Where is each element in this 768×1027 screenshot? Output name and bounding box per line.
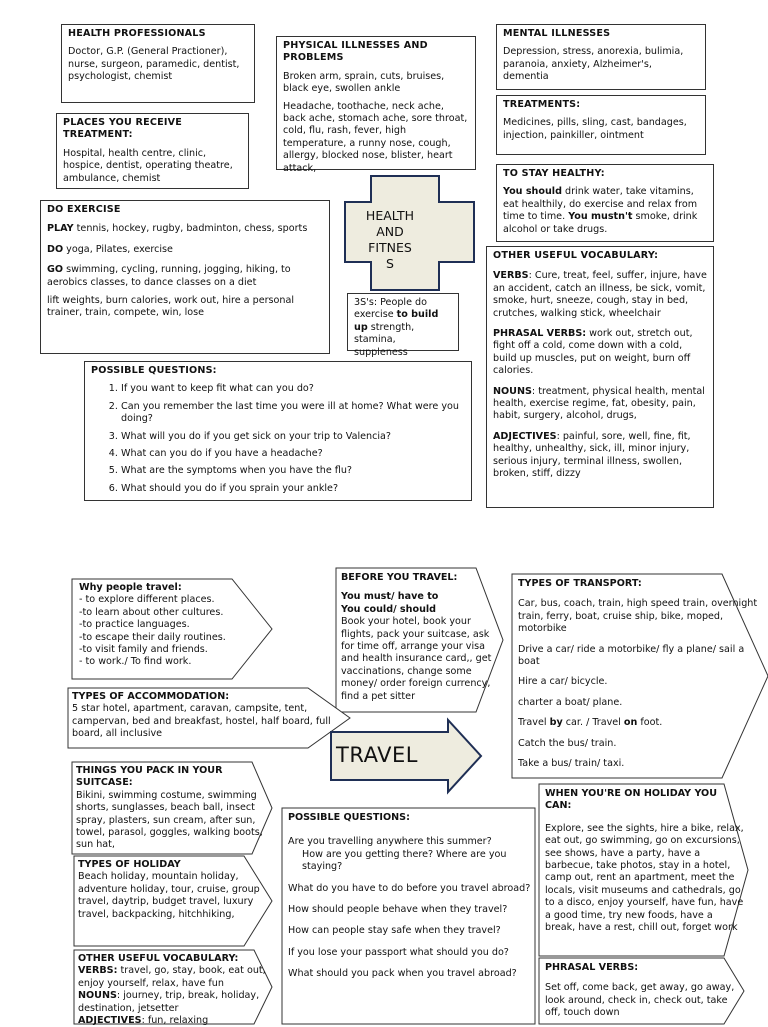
travel-nouns-text: : journey, trip, break, holiday, destination, jetsetter (78, 990, 260, 1014)
travel-adjectives (78, 1015, 270, 1027)
health-nouns-text: : treatment, physical health, mental health, exercise regime, fat, obesity, pain, habit, surgery, alcohol, drugs, (493, 385, 705, 422)
why-travel-text (79, 582, 264, 678)
transport-p5-b: by (549, 717, 563, 729)
travel-question: If you lose your passport what should you do? (288, 946, 509, 958)
health-title-line-4: S (386, 256, 394, 271)
travel-phrasal-body: Set off, come back, get away, go away, look around, check in, check out, take off, touch down (545, 982, 735, 1019)
health-question: 5. What are the symptoms when you have the flu? (121, 465, 465, 477)
health-adj-text: : painful, sore, well, fine, fit, healthy, unhealthy, sick, ill, minor injury, serious injury, terminal illness, swollen, broken, stiff, dizzy (493, 430, 691, 480)
holiday-types-title: TYPES OF HOLIDAY (78, 859, 181, 870)
transport-p5-d: on (623, 717, 638, 729)
exercise-play-text: tennis, hockey, rugby, badminton, chess, sports (73, 223, 308, 235)
travel-question (288, 883, 532, 895)
holiday-types-text (78, 859, 272, 945)
travel-nouns (78, 990, 270, 1015)
why-travel-line: -to escape their daily routines. (79, 631, 226, 643)
stay-healthy-text-1: drink water, take vitamins, eat healthily, do exercise and relax from time to time. (503, 186, 698, 223)
before-travel-body: Book your hotel, book your flights, pack your suitcase, ask for time off, arrange your visa and health insurance card,, get vaccinations, change some money/ order foreign currency, find a pet sitter (341, 616, 492, 702)
holiday-types-body: Beach holiday, mountain holiday, adventure holiday, tour, cruise, group travel, daytrip, budget travel, luxury travel, backpacking, hitchhiking, (78, 871, 260, 920)
travel-questions-title: POSSIBLE QUESTIONS: (288, 812, 410, 823)
health-question: 3. What will you do if you get sick on your trip to Valencia? (121, 431, 465, 443)
why-travel-line: -to learn about other cultures. (79, 606, 224, 618)
travel-phrasal-text (545, 962, 740, 1024)
travel-question: What should you pack when you travel abroad? (288, 968, 517, 980)
three-s-post: strength, stamina, suppleness (354, 321, 415, 358)
health-question: 2. Can you remember the last time you were ill at home? What were you doing? (121, 401, 465, 426)
health-question: 1. If you want to keep fit what can you do? (121, 383, 465, 395)
on-holiday-text (545, 788, 745, 954)
travel-vocab-title: OTHER USEFUL VOCABULARY: (78, 953, 239, 964)
pack-text (76, 765, 272, 853)
transport-p5 (518, 717, 758, 729)
before-travel-could: You could/ should (341, 603, 437, 615)
health-phrasal-label: PHRASAL VERBS: (493, 328, 587, 340)
exercise-go-label: GO (47, 264, 64, 276)
mental-illnesses-text: Depression, stress, anorexia, bulimia, paranoia, anxiety, Alzheimer's, dementia (503, 46, 684, 83)
transport-p2: Drive a car/ ride a motorbike/ fly a plane/ sail a boat (518, 643, 745, 668)
accommodation-text (72, 691, 348, 747)
transport-p1: Car, bus, coach, train, high speed train, overnight train, ferry, boat, cruise ship, bike, moped, motorbike (518, 598, 758, 635)
travel-verbs (78, 965, 270, 990)
transport-p5-e: foot. (637, 717, 663, 729)
places-treatment-title: PLACES YOU RECEIVE TREATMENT: (63, 117, 182, 141)
physical-illnesses-title: PHYSICAL ILLNESSES AND PROBLEMS (283, 40, 428, 64)
travel-question: How should people behave when they travel? (288, 904, 508, 916)
why-travel-line: - to explore different places. (79, 594, 215, 606)
three-s-bold: to build up (354, 309, 439, 333)
why-travel-line: -to practice languages. (79, 619, 190, 631)
before-travel-text (341, 572, 501, 710)
health-question: 4. What can you do if you have a headache? (121, 448, 465, 460)
treatments-title: TREATMENTS: (503, 99, 581, 110)
travel-title: TRAVEL (336, 743, 418, 767)
travel-adj-text: : fun, relaxing (141, 1015, 209, 1027)
do-exercise-title: DO EXERCISE (47, 204, 121, 215)
transport-p7: Take a bus/ train/ taxi. (518, 758, 625, 770)
health-other-vocab-title: OTHER USEFUL VOCABULARY: (493, 250, 659, 261)
health-phrasal-text: work out, stretch out, fight off a cold, come down with a cold, build up muscles, put on weight, burn off calories. (493, 328, 693, 377)
health-verbs-label: VERBS (493, 270, 529, 282)
why-travel-line: - to work./ To find work. (79, 656, 192, 668)
stay-healthy-bold-1: You should (503, 186, 562, 198)
transport-text (518, 578, 758, 774)
pack-body: Bikini, swimming costume, swimming shorts, sunglasses, beach ball, insect spray, plasters, sun cream, after sun, towel, parasol, goggles, walking boots, sun hat, (76, 789, 263, 851)
physical-illnesses-text-1: Broken arm, sprain, cuts, bruises, black eye, swollen ankle (283, 70, 445, 95)
health-question: 6. What should you do if you sprain your ankle? (121, 483, 465, 495)
exercise-do-label: DO (47, 243, 64, 255)
health-title-line-1: HEALTH (365, 208, 415, 223)
transport-p5-a: Travel (518, 717, 550, 729)
stay-healthy-bold-2: You mustn't (568, 211, 633, 223)
travel-question-1: Are you travelling anywhere this summer? (288, 836, 492, 848)
why-travel-title: Why people travel: (79, 582, 182, 593)
exercise-do-text: yoga, Pilates, exercise (63, 243, 173, 255)
stay-healthy-text-2: smoke, drink alcohol or take drugs. (503, 211, 698, 235)
transport-p3: Hire a car/ bicycle. (518, 676, 608, 688)
health-title-line-3: FITNES (368, 240, 412, 255)
transport-p6: Catch the bus/ train. (518, 737, 617, 749)
pack-title: THINGS YOU PACK IN YOUR SUITCASE: (76, 765, 223, 789)
travel-phrasal-title: PHRASAL VERBS: (545, 962, 639, 973)
travel-nouns-label: NOUNS (78, 990, 117, 1002)
before-travel-title: BEFORE YOU TRAVEL: (341, 572, 458, 583)
travel-questions-text (288, 812, 532, 1024)
health-questions-title: POSSIBLE QUESTIONS: (91, 365, 217, 376)
health-professionals-text: Doctor, G.P. (General Practioner), nurse, surgeon, paramedic, dentist, psychologist, chemist (68, 46, 240, 83)
treatments-text: Medicines, pills, sling, cast, bandages, injection, painkiller, ointment (503, 117, 687, 141)
on-holiday-body: Explore, see the sights, hire a bike, relax, eat out, go swimming, go on excursions, see shows, have a party, have a barbecue, take photos, stay in a hotel, camp out, rent an apartment, meet the locals, visit museums and cathedrals, go to a disco, enjoy yourself, have fun, have a good time, try new foods, have a break, have a rest, chill out, forget work (545, 822, 744, 934)
places-treatment-text: Hospital, health centre, clinic, hospice, dentist, operating theatre, ambulance, chemist (63, 147, 233, 184)
stay-healthy-title: TO STAY HEALTHY: (503, 168, 605, 179)
travel-question (288, 836, 532, 873)
health-nouns-label: NOUNS (493, 385, 532, 397)
three-s-pre: 3S's: People do exercise (354, 297, 427, 321)
health-verbs-text: : Cure, treat, feel, suffer, injure, have an accident, catch an illness, be sick, vomit, smoke, hurt, sneeze, cough, stay in bed, crutches, walking stick, wheelchair (493, 270, 707, 319)
travel-verbs-label: VERBS: (78, 965, 118, 977)
transport-p4: charter a boat/ plane. (518, 696, 623, 708)
transport-title: TYPES OF TRANSPORT: (518, 578, 642, 589)
exercise-other: lift weights, burn calories, work out, hire a personal trainer, train, compete, win, lose (47, 295, 295, 319)
on-holiday-title: WHEN YOU'RE ON HOLIDAY YOU CAN: (545, 788, 718, 812)
travel-question-2: What do you have to do before you travel abroad? (288, 882, 531, 894)
before-travel-must: You must/ have to (341, 591, 439, 603)
physical-illnesses-text-3: allergy, blocked nose, blister, heart attack, (283, 150, 453, 174)
travel-adj-label: ADJECTIVES (78, 1015, 142, 1027)
health-adj-label: ADJECTIVES (493, 430, 557, 442)
health-title-line-2: AND (376, 224, 404, 239)
why-travel-line: -to visit family and friends. (79, 644, 208, 656)
health-professionals-title: HEALTH PROFESSIONALS (68, 28, 206, 39)
accommodation-title: TYPES OF ACCOMMODATION: (72, 691, 230, 702)
mental-illnesses-title: MENTAL ILLNESSES (503, 28, 611, 39)
accommodation-body: 5 star hotel, apartment, caravan, campsite, tent, campervan, bed and breakfast, hostel, half board, full board, all inclusive (72, 703, 331, 740)
physical-illnesses-text-2a: Headache, toothache, neck ache, back ache, stomach ache, sore throat, cold, flu, rash, fever, high temperature, a runny nose, cough, (283, 100, 468, 149)
travel-question-1b: How are you getting there? Where are you staying? (302, 848, 507, 873)
travel-vocab-text (78, 953, 270, 1027)
travel-verbs-text: travel, go, stay, book, eat out, enjoy yourself, relax, have fun (78, 965, 266, 989)
transport-p5-c: car. / Travel (562, 717, 624, 729)
exercise-go-text: swimming, cycling, running, jogging, hiking, to aerobics classes, to dance classes on a diet (47, 264, 291, 288)
travel-question: How can people stay safe when they travel? (288, 925, 501, 937)
exercise-play-label: PLAY (47, 223, 74, 235)
